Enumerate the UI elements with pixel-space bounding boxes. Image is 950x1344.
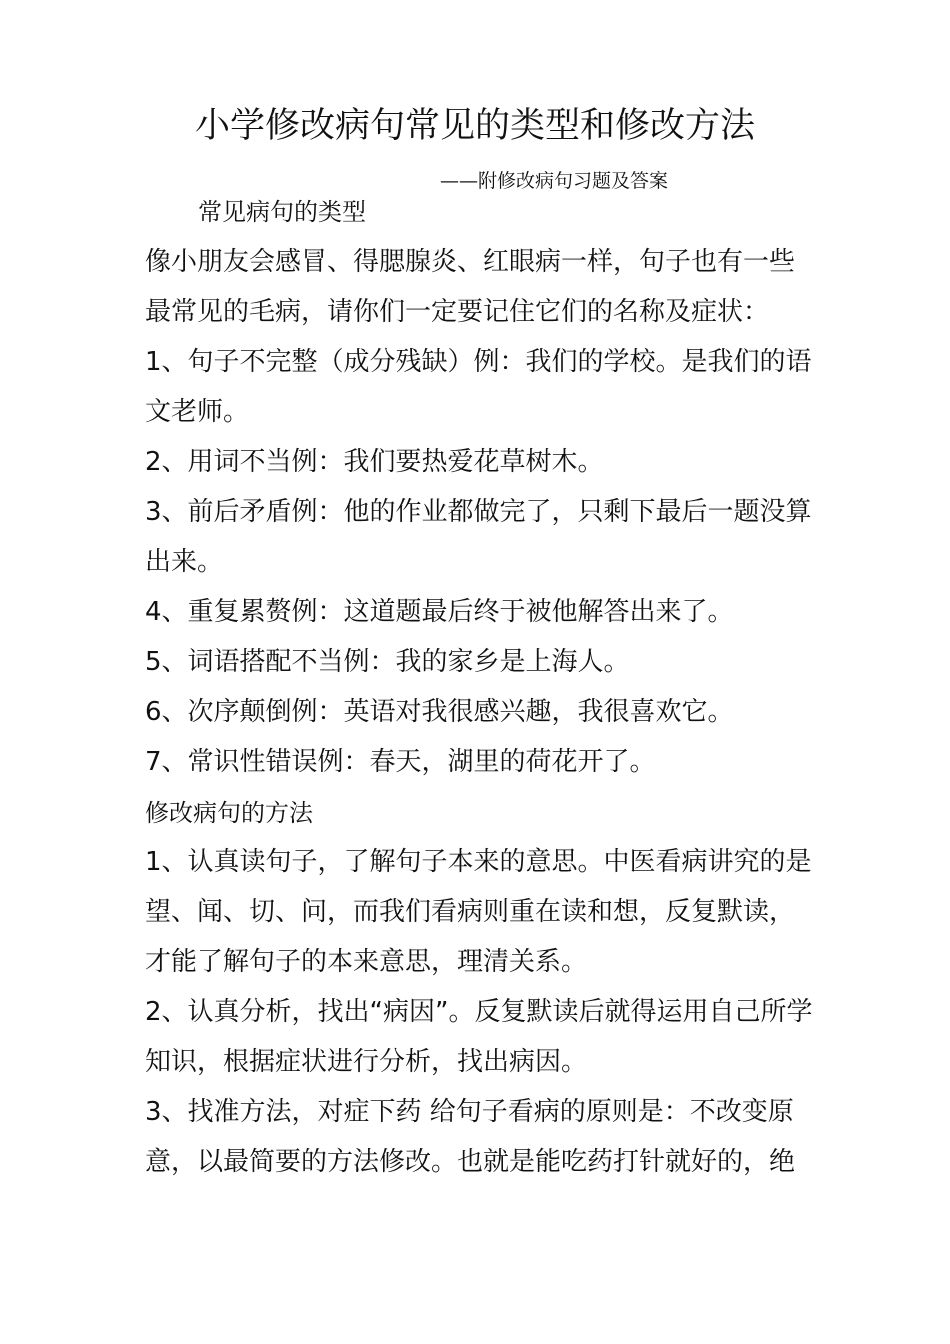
- body-line: 知识，根据症状进行分析，找出病因。: [145, 1047, 588, 1077]
- document-subtitle: ——附修改病句习题及答案: [440, 170, 669, 192]
- body-line: 才能了解句子的本来意思，理清关系。: [145, 947, 588, 977]
- body-line: 5、词语搭配不当例：我的家乡是上海人。: [145, 647, 630, 677]
- body-line: 像小朋友会感冒、得腮腺炎、红眼病一样，句子也有一些: [145, 247, 796, 277]
- document-title: 小学修改病句常见的类型和修改方法: [194, 106, 755, 146]
- body-line: 意，以最简要的方法修改。也就是能吃药打针就好的，绝: [145, 1147, 796, 1177]
- body-line: 3、找准方法，对症下药 给句子看病的原则是：不改变原: [145, 1097, 794, 1127]
- body-line: 出来。: [145, 547, 224, 577]
- body-line: 1、句子不完整（成分残缺）例：我们的学校。是我们的语: [145, 347, 812, 377]
- body-line: 2、认真分析，找出“病因”。反复默读后就得运用自己所学: [145, 997, 813, 1027]
- body-line: 望、闻、切、问，而我们看病则重在读和想，反复默读，: [145, 897, 796, 927]
- body-line: 1、认真读句子，了解句子本来的意思。中医看病讲究的是: [145, 847, 812, 877]
- body-line: 2、用词不当例：我们要热爱花草树木。: [145, 447, 604, 477]
- section-heading-types: 常见病句的类型: [198, 198, 366, 226]
- body-line: 4、重复累赘例：这道题最后终于被他解答出来了。: [145, 597, 734, 627]
- body-line: 7、常识性错误例：春天，湖里的荷花开了。: [145, 747, 656, 777]
- body-line: 文老师。: [145, 397, 250, 427]
- body-line: 3、前后矛盾例：他的作业都做完了，只剩下最后一题没算: [145, 497, 812, 527]
- section-heading-methods: 修改病句的方法: [145, 799, 313, 827]
- body-line: 最常见的毛病，请你们一定要记住它们的名称及症状：: [145, 297, 770, 327]
- body-line: 6、次序颠倒例：英语对我很感兴趣，我很喜欢它。: [145, 697, 734, 727]
